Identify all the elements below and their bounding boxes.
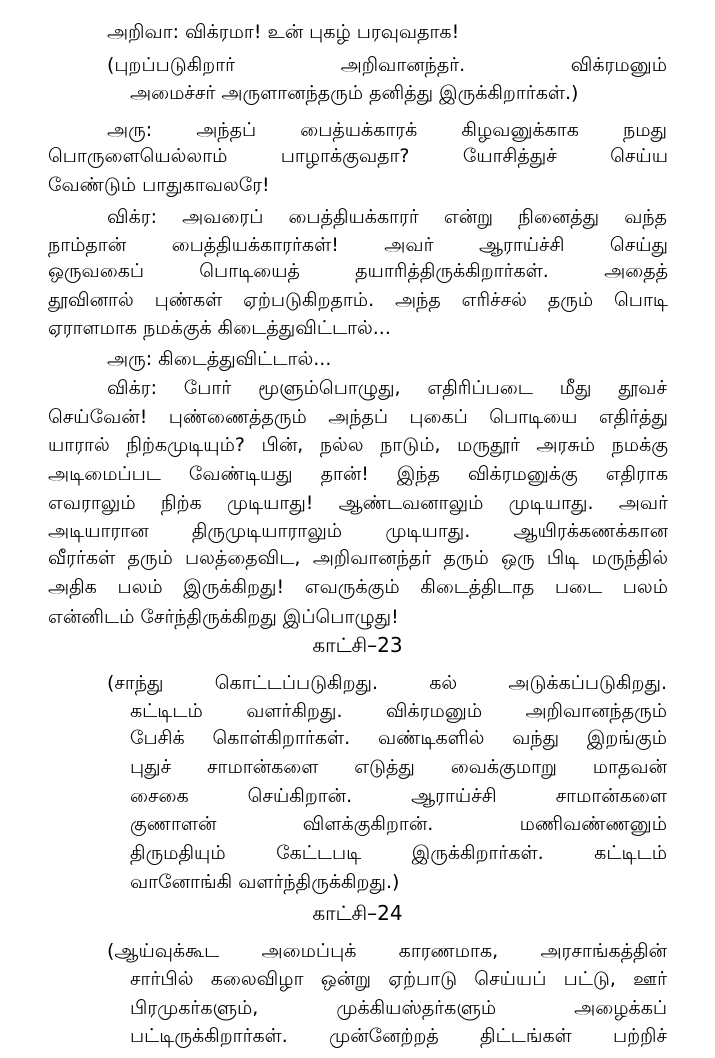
scene-heading: காட்சி–23 — [312, 633, 403, 657]
text-line: யாரால் நிற்கமுடியும்? பின், நல்ல நாடும், மருதூர் அரசும் நமக்கு — [48, 434, 668, 456]
text-line: அறிவா: விக்ரமா! உன் புகழ் பரவுவதாக! — [107, 21, 460, 43]
text-line: (சாந்து கொட்டப்படுகிறது. கல் அடுக்கப்படுகிறது. — [107, 672, 667, 694]
text-line: (ஆய்வுக்கூட அமைப்புக் காரணமாக, அரசாங்கத்தின் — [107, 940, 667, 962]
text-line: நாம்தான் பைத்தியக்காரர்கள்! அவர் ஆராய்ச்சி செய்து — [48, 234, 668, 256]
text-line: (புறப்படுகிறார் அறிவானந்தர். விக்ரமனும் — [107, 54, 667, 76]
text-line: தூவினால் புண்கள் ஏற்படுகிறதாம். அந்த எரிச்சல் தரும் பொடி — [48, 289, 668, 311]
text-line: புதுச் சாமான்களை எடுத்து வைக்குமாறு மாதவன் — [130, 756, 667, 778]
text-line: சார்பில் கலைவிழா ஒன்று ஏற்பாடு செய்யப் பட்டு, ஊர் — [130, 968, 667, 990]
text-line: திருமதியும் கேட்டபடி இருக்கிறார்கள். கட்டிடம் — [130, 842, 667, 864]
text-line: வானோங்கி வளர்ந்திருக்கிறது.) — [130, 871, 400, 893]
text-line: செய்வேன்! புண்ணைத்தரும் அந்தப் புகைப் பொடியை எதிர்த்து — [48, 406, 668, 428]
text-line: பொருளையெல்லாம் பாழாக்குவதா? யோசித்துச் செய்ய — [48, 145, 668, 167]
text-line: அதிக பலம் இருக்கிறது! எவருக்கும் கிடைத்திடாத படை பலம் — [48, 576, 668, 598]
scene-heading: காட்சி–24 — [312, 901, 403, 925]
text-line: விக்ர: அவரைப் பைத்தியக்காரர் என்று நினைத்து வந்த — [107, 206, 667, 228]
text-line: பேசிக் கொள்கிறார்கள். வண்டிகளில் வந்து இறங்கும் — [130, 727, 667, 749]
text-line: வீரர்கள் தரும் பலத்தைவிட, அறிவானந்தர் தரும் ஒரு பிடி மருந்தில் — [48, 547, 668, 569]
text-line: விக்ர: போர் மூளும்பொழுது, எதிரிப்படை மீது தூவச் — [107, 377, 667, 399]
text-line: என்னிடம் சேர்ந்திருக்கிறது இப்பொழுது! — [48, 606, 399, 628]
text-line: பிரமுகர்களும், முக்கியஸ்தர்களும் அழைக்கப் — [130, 997, 667, 1019]
text-line: கட்டிடம் வளர்கிறது. விக்ரமனும் அறிவானந்தரும் — [130, 700, 667, 722]
text-line: அடியாரான திருமுடியாராலும் முடியாது. ஆயிரக்கணக்கான — [48, 520, 668, 542]
text-line: சைகை செய்கிறான். ஆராய்ச்சி சாமான்களை — [130, 785, 667, 807]
text-line: ஒருவகைப் பொடியைத் தயாரித்திருக்கிறார்கள். அதைத் — [48, 260, 668, 282]
text-line: அமைச்சர் அருளானந்தரும் தனித்து இருக்கிறார்கள்.) — [130, 82, 579, 104]
text-line: பட்டிருக்கிறார்கள். முன்னேற்றத் திட்டங்கள் பற்றிச் — [130, 1025, 667, 1047]
text-line: அரு: அந்தப் பைத்யக்காரக் கிழவனுக்காக நமது — [107, 119, 667, 141]
text-line: அரு: கிடைத்துவிட்டால்... — [107, 348, 332, 370]
text-line: எவராலும் நிற்க முடியாது! ஆண்டவனாலும் முடியாது. அவர் — [48, 492, 668, 514]
text-line: குணாளன் விளக்குகிறான். மணிவண்ணனும் — [130, 813, 667, 835]
text-line: ஏராளமாக நமக்குக் கிடைத்துவிட்டால்... — [48, 317, 391, 339]
text-line: அடிமைப்பட வேண்டியது தான்! இந்த விக்ரமனுக்கு எதிராக — [48, 463, 668, 485]
text-line: வேண்டும் பாதுகாவலரே! — [48, 174, 270, 196]
